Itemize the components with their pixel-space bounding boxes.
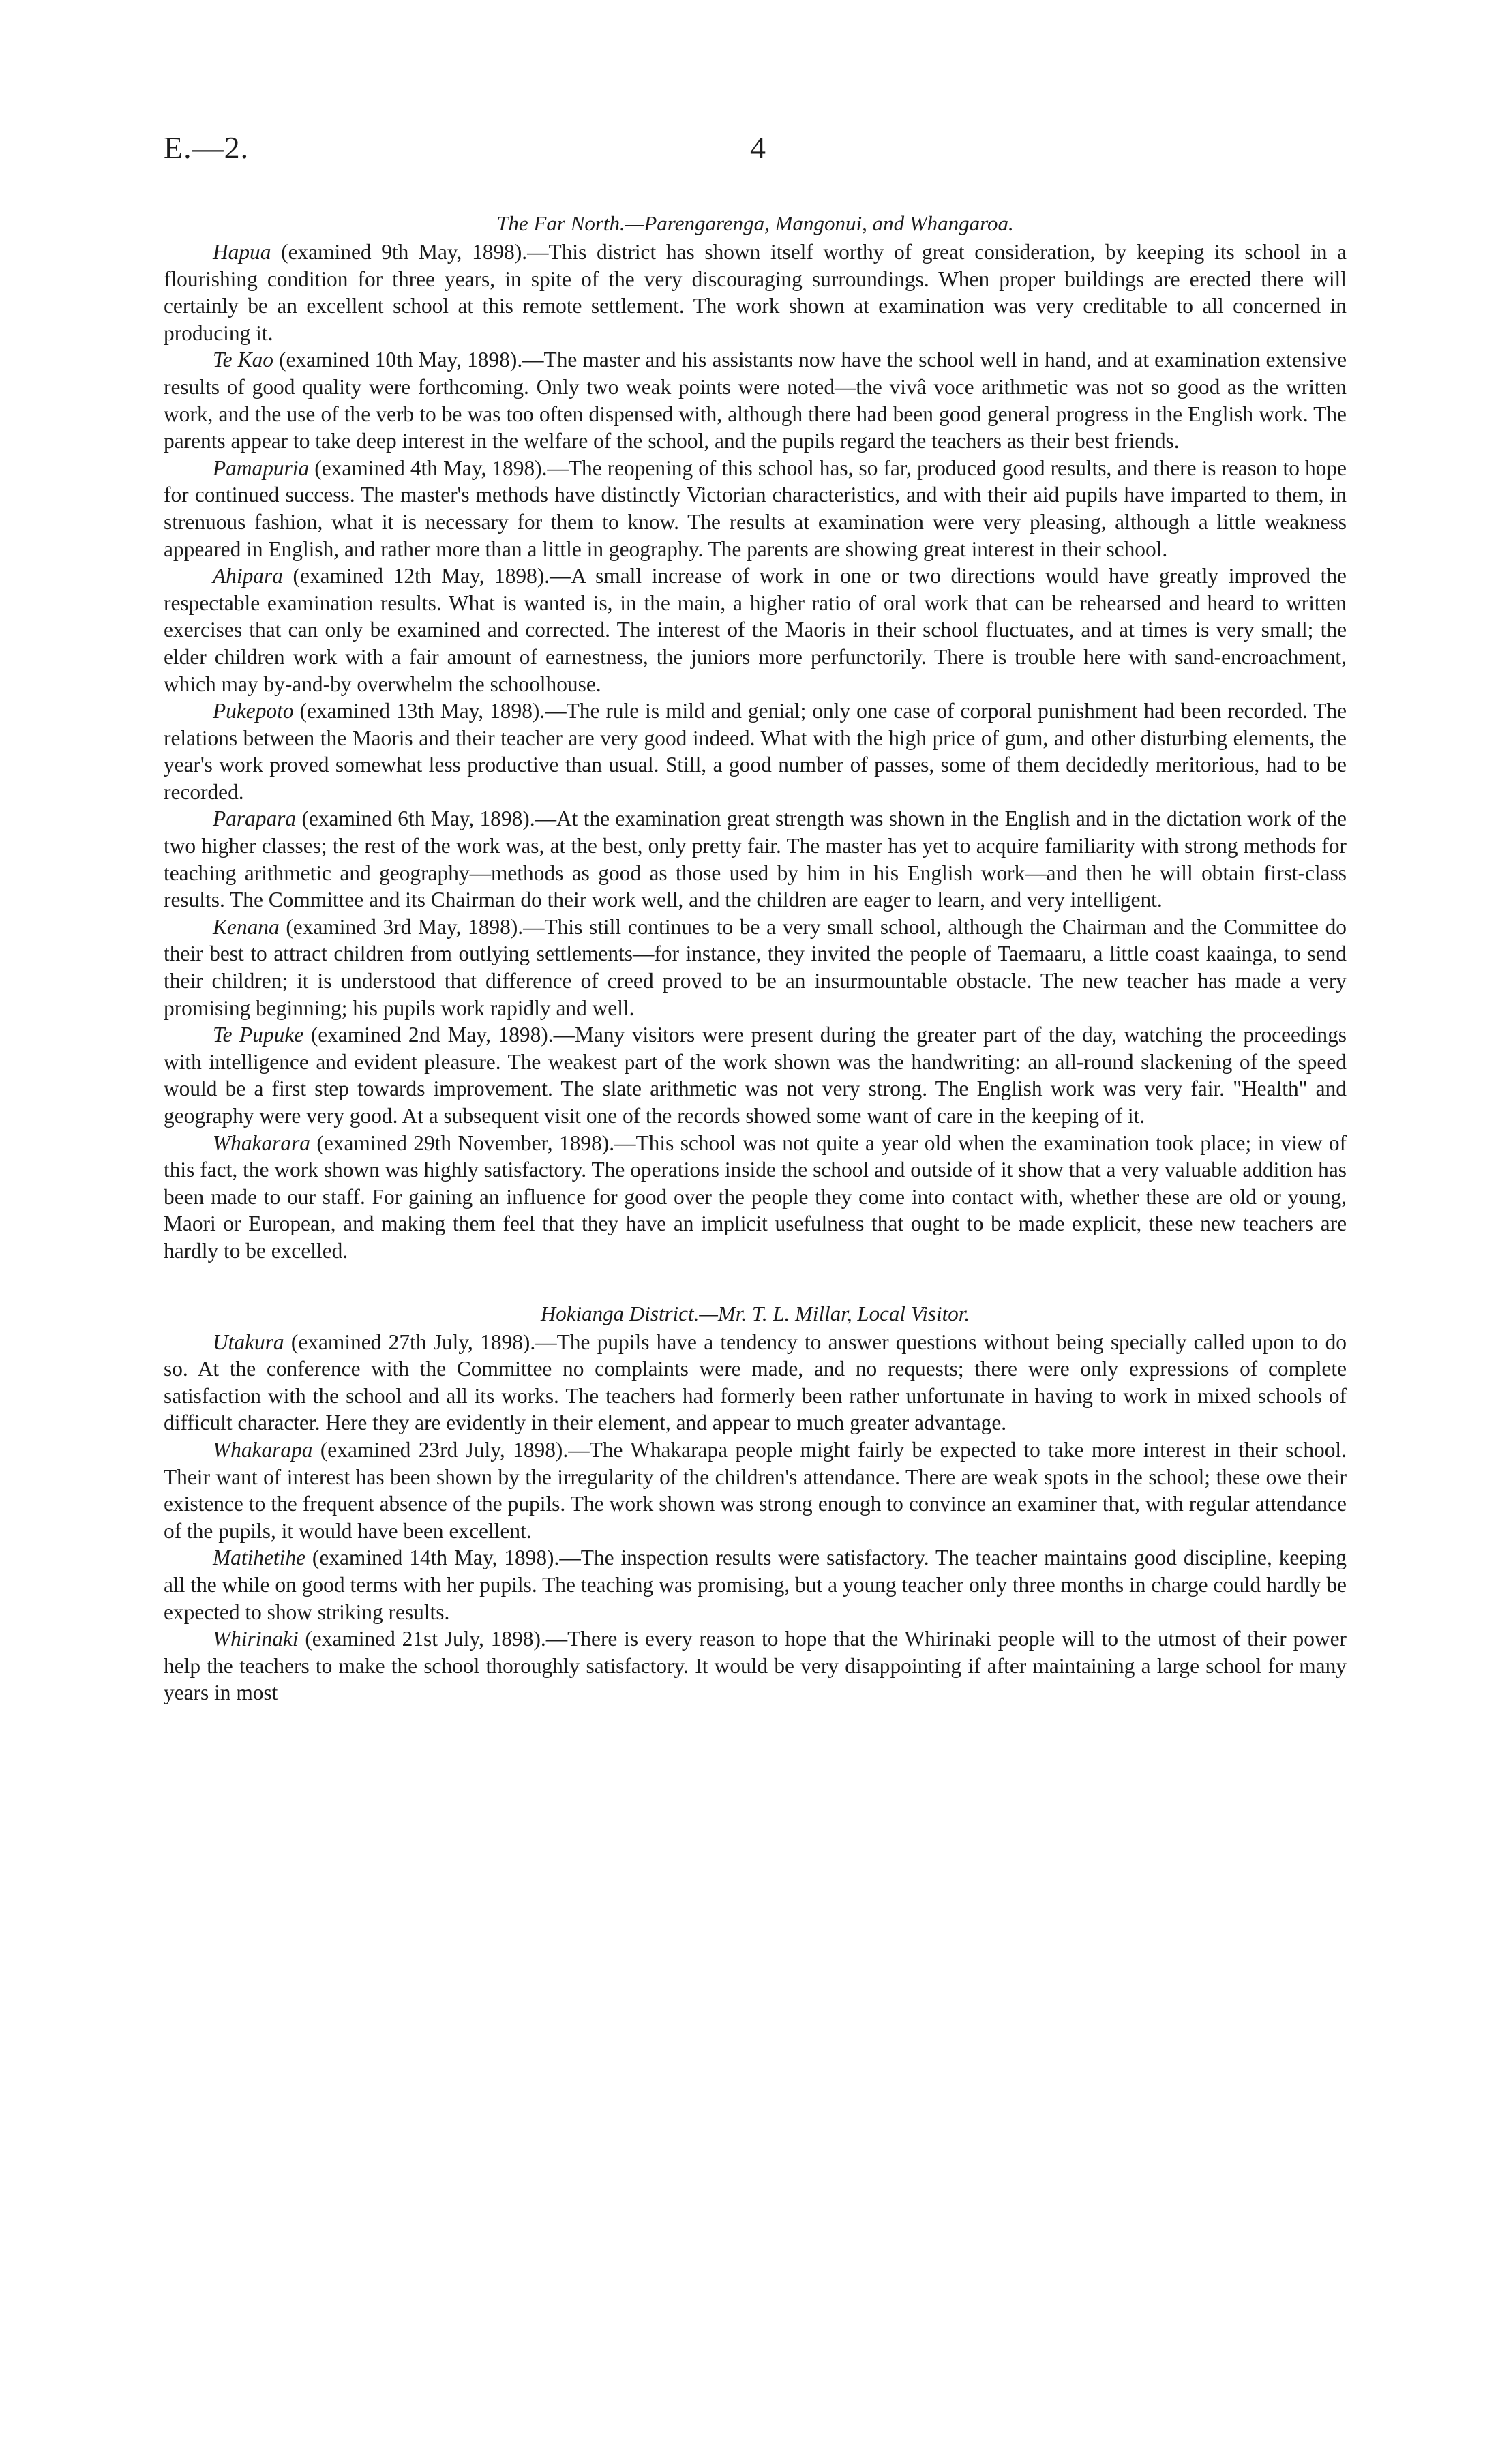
section-title-far-north: The Far North.—Parengarenga, Mangonui, and Whangaroa. [496, 211, 1014, 235]
school-name: Whirinaki [213, 1627, 299, 1651]
running-header [164, 130, 1347, 184]
entry-text: (examined 27th July, 1898).—The pupils have a tendency to answer questions without being specially called upon to do so. At the conference with the Committee no complaints were made, and no requests; there were only expressions of complete satisfaction with the school and all its works. The teachers had formerly been rather unfortunate in having to work in mixed schools of difficult character. Here they are evidently in their element, and appear to much greater advantage. [164, 1329, 1347, 1435]
section-title-hokianga: Hokianga District.—Mr. T. L. Millar, Local Visitor. [540, 1301, 970, 1325]
entry-whakarara [164, 1130, 1347, 1265]
entry-text: (examined 29th November, 1898).—This school was not quite a year old when the examination took place; in view of this fact, the work shown was highly satisfactory. The operations inside the school and outside of it show that a very valuable addition has been made to our staff. For gaining an influence for good over the people they come into contact with, whether these are old or young, Maori or European, and making them feel that they have an implicit usefulness that ought to be made explicit, these new teachers are hardly to be excelled. [164, 1130, 1347, 1263]
entry-whakarapa [164, 1437, 1347, 1544]
entry-hapua [164, 239, 1347, 346]
entry-te-pupuke [164, 1021, 1347, 1129]
school-name: Pukepoto [213, 699, 294, 723]
school-name: Hapua [213, 240, 271, 264]
entry-pamapuria [164, 455, 1347, 562]
school-name: Matihetihe [213, 1546, 305, 1570]
entry-ahipara [164, 562, 1347, 697]
document-page [164, 130, 1347, 1707]
school-name: Parapara [213, 807, 297, 831]
school-name: Kenana [213, 914, 280, 939]
entry-te-kao [164, 346, 1347, 454]
entry-utakura [164, 1329, 1347, 1437]
entry-text: (examined 2nd May, 1898).—Many visitors were present during the greater part of the day, watching the proceedings with intelligence and evident pleasure. The weakest part of the work shown was the handwriting: an all-round slackening of the speed would be a first step towards improvement. The slate arithmetic was not very strong. The English work was very fair. "Health" and geography were very good. At a subsequent visit one of the records showed some want of care in the keeping of it. [164, 1023, 1347, 1128]
entry-kenana [164, 914, 1347, 1021]
entry-text: (examined 12th May, 1898).—A small increase of work in one or two directions would have greatly improved the respectable examination results. What is wanted is, in the main, a higher ratio of oral work that can be rehearsed and heard to written exercises that can only be examined and corrected. The interest of the Maoris in their school fluctuates, and at times is very small; the elder children work with a fair amount of earnestness, the juniors more perfunctorily. There is trouble here with sand-encroachment, which may by-and-by overwhelm the schoolhouse. [164, 564, 1347, 696]
school-name: Ahipara [213, 564, 283, 588]
entry-pukepoto [164, 697, 1347, 805]
entry-parapara [164, 805, 1347, 913]
document-reference: E.—2. [164, 130, 250, 165]
school-name: Whakarapa [213, 1437, 313, 1462]
entry-text: (examined 6th May, 1898).—At the examination great strength was shown in the English and in the dictation work of the two higher classes; the rest of the work was, at the best, only pretty fair. The master has yet to acquire familiarity with strong methods for teaching arithmetic and geography—methods as good as those used by him in his English work—and then he will obtain first-class results. The Committee and its Chairman do their work well, and the children are eager to learn, and very intelligent. [164, 807, 1347, 912]
entry-text: (examined 13th May, 1898).—The rule is mild and genial; only one case of corporal punishment had been recorded. The relations between the Maoris and their teacher are very good indeed. What with the high price of gum, and other disturbing elements, the year's work proved somewhat less productive than usual. Still, a good number of passes, some of them decidedly meritorious, had to be recorded. [164, 699, 1347, 804]
entry-text: (examined 10th May, 1898).—The master and his assistants now have the school well in hand, and at examination extensive results of good quality were forthcoming. Only two weak points were noted—the vivâ voce arithmetic was not so good as the written work, and the use of the verb to be was too often dispensed with, although there had been good general progress in the English work. The parents appear to take deep interest in the welfare of the school, and the pupils regard the teachers as their best friends. [164, 348, 1347, 453]
school-name: Pamapuria [213, 455, 310, 480]
entry-text: (examined 4th May, 1898).—The reopening of this school has, so far, produced good results, and there is reason to hope for continued success. The master's methods have distinctly Victorian characteristics, and with their aid pupils have imparted to them, in strenuous fashion, what it is necessary for them to know. The results at examination were very pleasing, although a little weakness appeared in English, and rather more than a little in geography. The parents are showing great interest in their school. [164, 455, 1347, 561]
school-name: Te Pupuke [213, 1023, 304, 1047]
entry-whirinaki [164, 1625, 1347, 1707]
school-name: Whakarara [213, 1130, 310, 1155]
entry-text: (examined 14th May, 1898).—The inspection results were satisfactory. The teacher maintains good discipline, keeping all the while on good terms with her pupils. The teaching was promising, but a young teacher only three months in charge could hardly be expected to show striking results. [164, 1546, 1347, 1624]
entry-text: (examined 9th May, 1898).—This district has shown itself worthy of great consideration, by keeping its school in a flourishing condition for three years, in spite of the very discouraging surroundings. When proper buildings are erected there will certainly be an excellent school at this remote settlement. The work shown at examination was very creditable to all concerned in producing it. [164, 240, 1347, 345]
school-name: Utakura [213, 1329, 284, 1354]
entry-text: (examined 23rd July, 1898).—The Whakarapa people might fairly be expected to take more interest in their school. Their want of interest has been shown by the irregularity of the children's attendance. There are weak spots in the school; these owe their existence to the frequent absence of the pupils. The work shown was strong enough to convince an examiner that, with regular attendance of the pupils, it would have been excellent. [164, 1437, 1347, 1543]
school-name: Te Kao [213, 348, 273, 372]
entry-text: (examined 21st July, 1898).—There is every reason to hope that the Whirinaki people will to the utmost of their power help the teachers to make the school thoroughly satisfactory. It would be very disappointing if after maintaining a large school for many years in most [164, 1627, 1347, 1705]
entry-text: (examined 3rd May, 1898).—This still continues to be a very small school, although the Chairman and the Committee do their best to attract children from outlying settlements—for instance, they invited the people of Taemaaru, a little coast kaainga, to send their children; it is understood that difference of creed proved to be an insurmountable obstacle. The new teacher has made a very promising beginning; his pupils work rapidly and well. [164, 914, 1347, 1020]
page-number: 4 [750, 130, 766, 165]
entry-matihetihe [164, 1544, 1347, 1625]
